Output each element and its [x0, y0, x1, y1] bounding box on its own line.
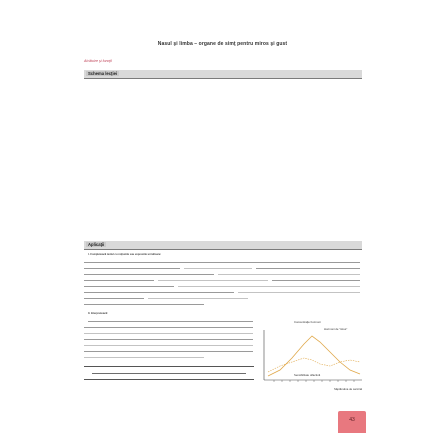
- text-line: [238, 292, 360, 293]
- label-hormones: Hormoni de "stres": [324, 327, 348, 331]
- text-line: [84, 280, 154, 281]
- text-line: [88, 321, 253, 322]
- section-bar-schema: [84, 70, 362, 79]
- section-bar-aplicatii: [84, 241, 362, 250]
- text-line: [84, 357, 204, 358]
- text-line: [84, 298, 144, 299]
- section-label-aplicatii: Aplicaţii: [88, 242, 105, 247]
- exercise-2-heading: II. Interpretează:: [88, 312, 108, 315]
- text-line: [218, 274, 360, 275]
- text-line: [84, 333, 253, 334]
- section-label-schema: Schema lecţiei: [88, 71, 118, 76]
- label-sensitivity: Sensibilitate olfactivă: [294, 373, 321, 377]
- text-line: [272, 280, 360, 281]
- answer-line: [84, 366, 254, 367]
- text-line: [84, 304, 204, 305]
- text-line: [158, 280, 268, 281]
- text-line: [92, 373, 246, 374]
- text-line: [84, 262, 360, 263]
- text-line: [84, 327, 253, 328]
- page-number: 43: [349, 417, 355, 423]
- text-line: [178, 286, 360, 287]
- label-weeks: Săptămâna de sarcină: [334, 387, 362, 391]
- hormone-curve: [268, 336, 360, 376]
- page-subtitle: Alcătuire şi funcţii: [84, 59, 112, 63]
- text-line: [256, 268, 360, 269]
- text-line: [84, 351, 253, 352]
- text-line: [84, 345, 253, 346]
- page-title: Nasul şi limba – organe de simţ pentru miros şi gust: [157, 41, 288, 47]
- page-number-tab: [338, 411, 366, 433]
- label-concentration: Concentraţie hormoni: [294, 320, 321, 324]
- text-line: [84, 268, 180, 269]
- text-line: [184, 268, 252, 269]
- text-line: [84, 292, 234, 293]
- sensitivity-curve: [268, 358, 360, 372]
- text-line: [84, 274, 214, 275]
- answer-line: [84, 379, 254, 380]
- hormone-sensitivity-chart: [254, 318, 364, 402]
- text-line: [84, 339, 253, 340]
- text-line: [148, 298, 248, 299]
- text-line: [84, 286, 174, 287]
- exercise-1-heading: I. Completează textul cu noţiunile sau expresiile următoare:: [88, 253, 162, 256]
